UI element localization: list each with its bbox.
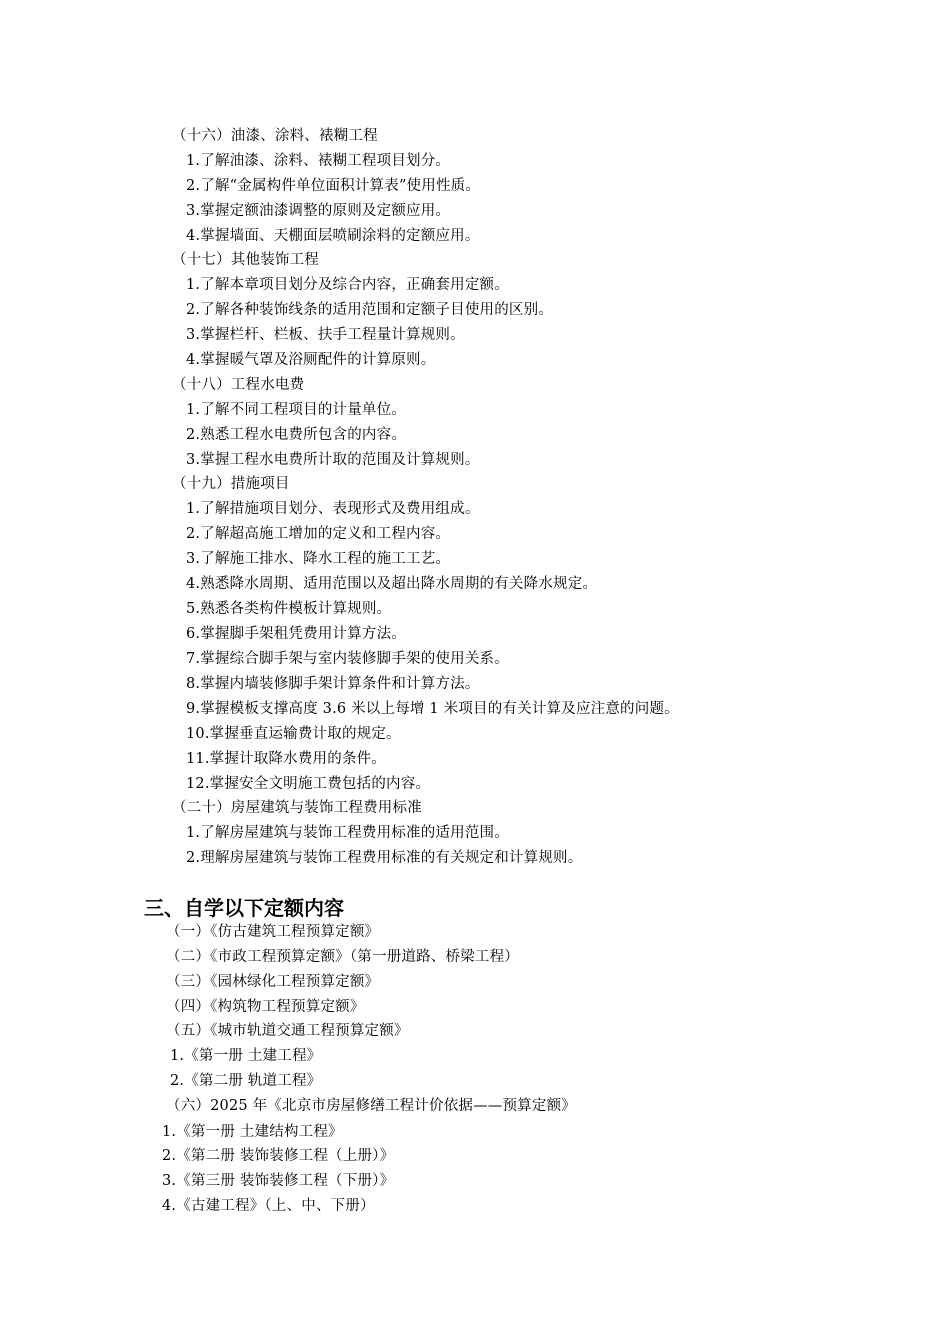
- list-item: 4.《古建工程》（上、中、下册）: [162, 1198, 375, 1214]
- list-item: 8.掌握内墙装修脚手架计算条件和计算方法。: [186, 676, 480, 692]
- list-item: （三）《园林绿化工程预算定额》: [166, 974, 380, 990]
- list-item: 3.掌握工程水电费所计取的范围及计算规则。: [186, 452, 480, 468]
- list-item: （六）2025 年《北京市房屋修缮工程计价依据——预算定额》: [166, 1098, 577, 1114]
- list-item: 1.《第一册 土建工程》: [170, 1048, 322, 1064]
- list-item: 3.掌握定额油漆调整的原则及定额应用。: [186, 203, 451, 219]
- list-item: 11.掌握计取降水费用的条件。: [186, 751, 387, 767]
- section-title-16: （十六）油漆、涂料、裱糊工程: [172, 128, 378, 144]
- list-item: 10.掌握垂直运输费计取的规定。: [186, 726, 401, 742]
- list-item: 7.掌握综合脚手架与室内装修脚手架的使用关系。: [186, 651, 509, 667]
- list-item: 2.《第二册 轨道工程》: [170, 1073, 322, 1089]
- list-item: 5.熟悉各类构件模板计算规则。: [186, 601, 392, 617]
- list-item: （五）《城市轨道交通工程预算定额》: [166, 1023, 409, 1039]
- list-item: 6.掌握脚手架租凭费用计算方法。: [186, 626, 407, 642]
- section-title-18: （十八）工程水电费: [172, 377, 305, 393]
- section-title-17: （十七）其他装饰工程: [172, 252, 319, 268]
- list-item: 1.《第一册 土建结构工程》: [162, 1124, 343, 1140]
- list-item: 2.熟悉工程水电费所包含的内容。: [186, 427, 407, 443]
- list-item: 2.《第二册 装饰装修工程（上册）》: [162, 1148, 395, 1164]
- list-item: 1.了解油漆、涂料、裱糊工程项目划分。: [186, 153, 451, 169]
- list-item: 4.掌握墙面、天棚面层喷刷涂料的定额应用。: [186, 228, 480, 244]
- list-item: 2.了解各种装饰线条的适用范围和定额子目使用的区别。: [186, 302, 554, 318]
- list-item: 1.了解措施项目划分、表现形式及费用组成。: [186, 501, 480, 517]
- list-item: 2.了解超高施工增加的定义和工程内容。: [186, 526, 451, 542]
- list-item: 9.掌握模板支撑高度 3.6 米以上每增 1 米项目的有关计算及应注意的问题。: [186, 701, 679, 717]
- list-item: 12.掌握安全文明施工费包括的内容。: [186, 776, 431, 792]
- list-item: 4.掌握暖气罩及浴厕配件的计算原则。: [186, 352, 436, 368]
- list-item: （二）《市政工程预算定额》（第一册道路、桥梁工程）: [166, 949, 519, 965]
- section-title-20: （二十）房屋建筑与装饰工程费用标准: [172, 800, 422, 816]
- list-item: 3.了解施工排水、降水工程的施工工艺。: [186, 551, 451, 567]
- list-item: 1.了解不同工程项目的计量单位。: [186, 402, 407, 418]
- section-title-19: （十九）措施项目: [172, 476, 290, 492]
- list-item: 4.熟悉降水周期、适用范围以及超出降水周期的有关降水规定。: [186, 576, 598, 592]
- list-item: （一）《仿古建筑工程预算定额》: [166, 924, 380, 940]
- list-item: 3.掌握栏杆、栏板、扶手工程量计算规则。: [186, 327, 465, 343]
- list-item: 1.了解房屋建筑与装饰工程费用标准的适用范围。: [186, 825, 509, 841]
- list-item: 3.《第三册 装饰装修工程（下册）》: [162, 1173, 395, 1189]
- list-item: （四）《构筑物工程预算定额》: [166, 999, 365, 1015]
- list-item: 2.理解房屋建筑与装饰工程费用标准的有关规定和计算规则。: [186, 850, 583, 866]
- list-item: 1.了解本章项目划分及综合内容，正确套用定额。: [186, 277, 509, 293]
- list-item: 2.了解“金属构件单位面积计算表”使用性质。: [186, 178, 481, 194]
- part-heading: 三、自学以下定额内容: [144, 896, 344, 920]
